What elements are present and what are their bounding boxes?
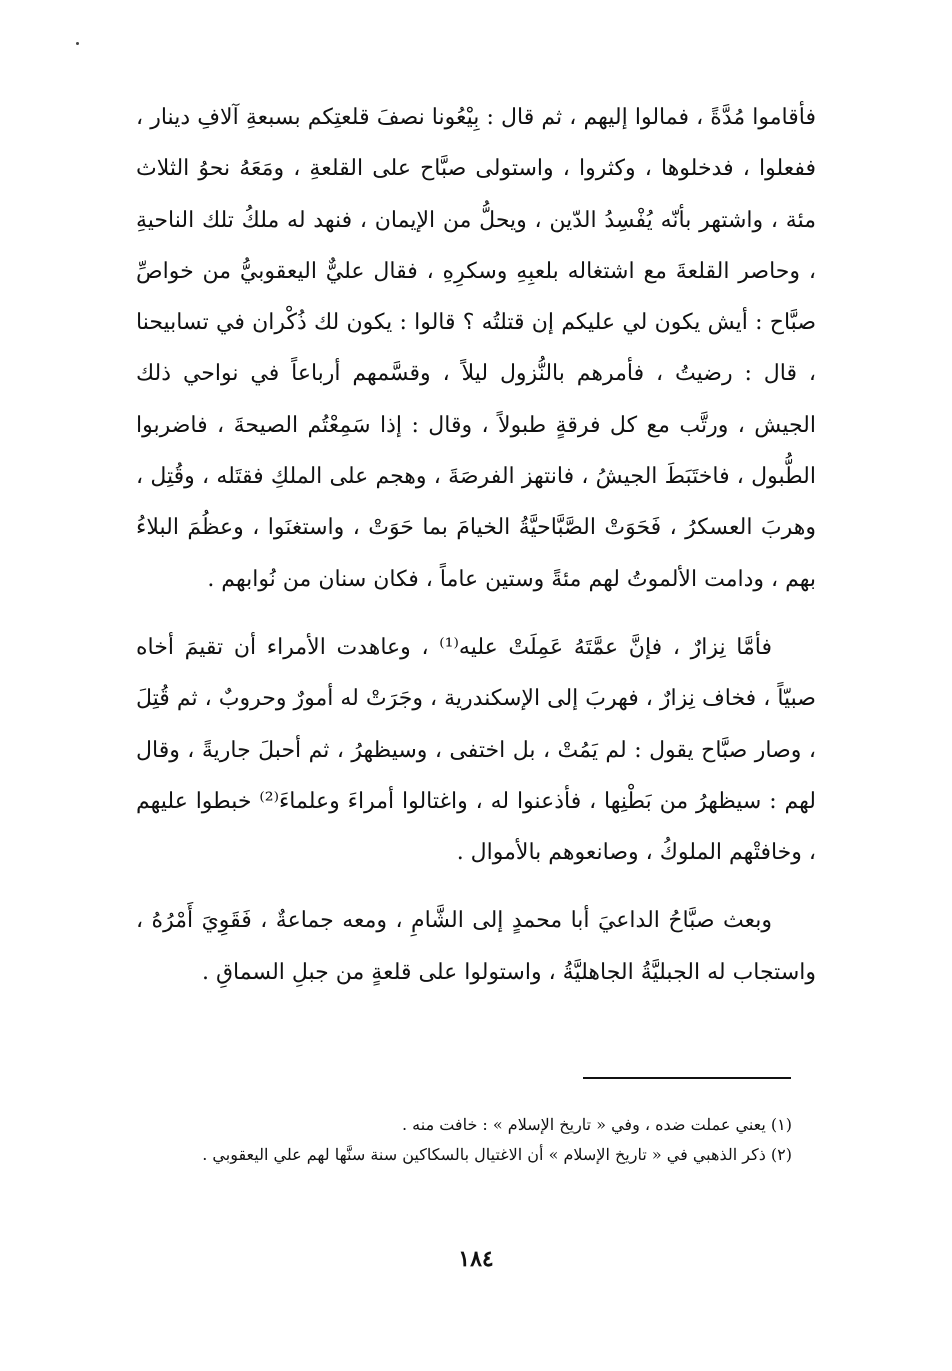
footnotes [132, 1111, 792, 1169]
footnote-separator [583, 1077, 791, 1079]
paragraph-2: فأمَّا نِزارٌ ، فإنَّ عمَّتَهُ عَمِلَتْ عليه⁽¹⁾ ، وعاهدت الأمراء أن تقيمَ أخاه صبيّاً ، فخاف نِزارٌ ، فهربَ إلى الإسكندرية ، وجَرَتْ له أمورٌ وحروبٌ ، ثم قُتِلَ ، وصار صبَّاح يقول : لم يَمُتْ ، بل اختفى ، وسيظهرُ ، ثم أحبلَ جاريةً ، وقال لهم : سيظهرُ من بَطْنِها ، فأذعنوا له ، واغتالوا أمراءَ وعلماءَ⁽²⁾ خبطوا عليهم ، وخافتْهم الملوكُ ، وصانعوهم بالأموال . [136, 634, 816, 866]
footnote-2: (٢) ذكر الذهبي في « تاريخ الإسلام » أن الاغتيال بالسكاكين سنة سنَّها لهم علي اليعقوبي . [202, 1145, 792, 1164]
footnote-1: (١) يعني عملت ضده ، وفي « تاريخ الإسلام » : خافت منه . [401, 1115, 792, 1134]
page-number: ١٨٤ [458, 1246, 494, 1272]
main-text [136, 92, 816, 998]
scan-speck [76, 42, 79, 45]
paragraph-1: فأقاموا مُدَّةً ، فمالوا إليهم ، ثم قال : بِيْعُونا نصفَ قلعتِكم بسبعةِ آلافِ دينار ، ففعلوا ، فدخلوها ، وكثروا ، واستولى صبَّاح على القلعةِ ، ومَعَهُ نحوُ الثلاث مئة ، واشتهر بأنّه يُفْسِدُ الدّين ، ويحلُّ من الإيمان ، فنهد له ملكُ تلك الناحيةِ ، وحاصر القلعةَ مع اشتغاله بلعبِهِ وسكرِهِ ، فقال عليٌّ اليعقوبيُّ من خواصِّ صبَّاح : أيش يكون لي عليكم إن قتلتُه ؟ قالوا : يكون لك ذُكْران في تسابيحنا ، قال : رضيتُ ، فأمرهم بالنُّزول ليلاً ، وقسَّمهم أرباعاً في نواحي ذلك الجيش ، ورتَّب مع كل فرقةٍ طبولاً ، وقال : إذا سَمِعْتُم الصيحةَ ، فاضربوا الطُّبول ، فاختَبَطَ الجيشُ ، فانتهز الفرصَةَ ، وهجم على الملكِ فقتَله ، وقُتِل ، وهربَ العسكرُ ، فَحَوَتْ الصَّبَّاحيَّةُ الخيامَ بما حَوَتْ ، واستغنَوا ، وعظُمَ البلاءُ بهم ، ودامت الألموتُ لهم مئةً وستين عاماً ، فكان سنان من نُوابهم . [136, 105, 816, 592]
paragraph-3: وبعث صبَّاحُ الداعيَ أبا محمدٍ إلى الشَّامِ ، ومعه جماعةٌ ، فَقَوِيَ أَمْرُهُ ، واستجاب له الجبليَّةُ الجاهليَّةُ ، واستولوا على قلعةٍ من جبلِ السماقِ . [136, 908, 816, 985]
